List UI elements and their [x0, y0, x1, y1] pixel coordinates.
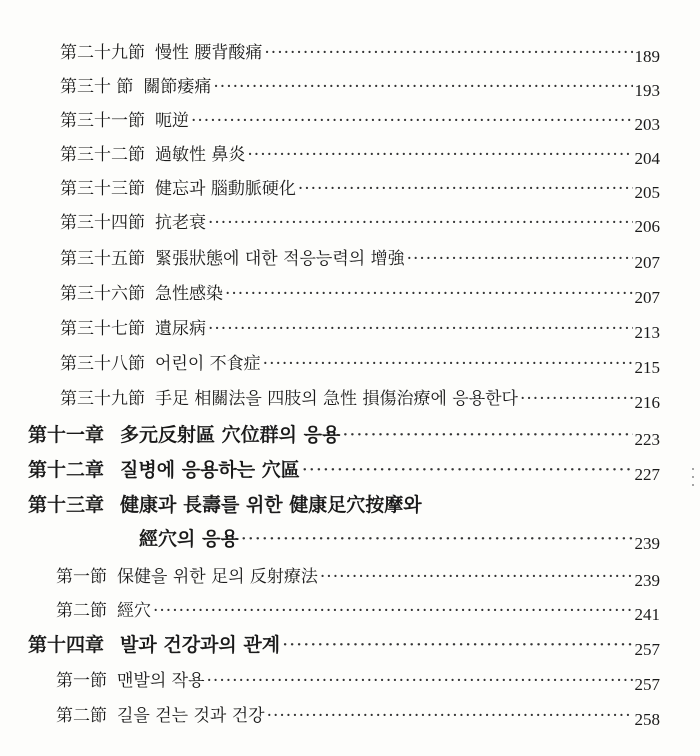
toc-entry: [60, 174, 660, 202]
entry-label: 第一節: [56, 671, 107, 691]
scan-speck: [692, 468, 694, 470]
entry-page-number: 258: [634, 710, 660, 729]
entry-page-number: 205: [634, 183, 660, 202]
entry-label: 第三十七節: [60, 319, 145, 339]
entry-title: 길을 걷는 것과 건강: [117, 706, 265, 726]
toc-entry: [60, 208, 660, 236]
dot-leader: [282, 634, 632, 656]
entry-title: 手足 相關法을 四肢의 急性 損傷治療에 응용한다: [155, 389, 518, 409]
toc-chapter-entry: [28, 455, 660, 482]
chapter-label: 第十四章: [28, 634, 105, 656]
toc-entry: [60, 279, 660, 307]
chapter-page-number: 239: [634, 534, 660, 553]
entry-title: 呃逆: [155, 111, 189, 131]
toc-entry: [60, 106, 660, 134]
chapter-label: 第十二章: [28, 459, 105, 481]
entry-label: 第三十六節: [60, 284, 145, 304]
chapter-label: 第十一章: [28, 424, 105, 446]
entry-label: 第三十 節: [60, 77, 134, 97]
toc-entry: [60, 384, 660, 412]
dot-leader: [213, 77, 632, 97]
entry-title: 緊張狀態에 대한 적응능력의 增強: [155, 249, 405, 269]
dot-leader: [302, 459, 633, 481]
toc-entry: [56, 701, 660, 729]
entry-label: 第三十八節: [60, 354, 145, 374]
entry-title: 急性感染: [155, 284, 223, 304]
entry-label: 第三十二節: [60, 145, 145, 165]
dot-leader: [342, 424, 632, 446]
toc-entry: [60, 244, 660, 272]
toc-entry: [56, 562, 660, 590]
entry-title: 慢性 腰背酸痛: [155, 43, 263, 63]
entry-label: 第二節: [56, 601, 107, 621]
chapter-title-line-2: 經穴의 응용: [139, 528, 239, 550]
dot-leader: [247, 145, 632, 165]
entry-page-number: 193: [634, 81, 660, 100]
entry-page-number: 207: [634, 253, 660, 272]
dot-leader: [207, 671, 633, 691]
dot-leader: [153, 601, 633, 621]
toc-entry: [56, 666, 660, 694]
entry-label: 第一節: [56, 567, 107, 587]
entry-title: 關節痿痛: [143, 77, 212, 97]
entry-title: 遺尿病: [155, 319, 206, 339]
chapter-title: 발과 건강과의 관계: [120, 634, 281, 656]
toc-chapter-entry: [28, 420, 660, 447]
entry-title: 經穴: [117, 601, 151, 621]
entry-page-number: 216: [634, 393, 660, 412]
chapter-page-number: 227: [634, 465, 660, 484]
chapter-title: 多元反射區 穴位群의 응용: [120, 424, 341, 446]
dot-leader: [520, 389, 633, 409]
dot-leader: [263, 354, 633, 374]
toc-entry: [56, 596, 660, 624]
entry-page-number: 239: [634, 571, 660, 590]
entry-page-number: 213: [634, 323, 660, 342]
entry-page-number: 257: [634, 675, 660, 694]
dot-leader: [208, 213, 633, 233]
entry-label: 第二十九節: [60, 43, 145, 63]
entry-title: 保健을 위한 足의 反射療法: [117, 567, 318, 587]
entry-title: 어린이 不食症: [155, 354, 261, 374]
entry-page-number: 207: [634, 288, 660, 307]
toc-chapter-entry: [28, 630, 660, 657]
chapter-title: 질병에 응용하는 穴區: [120, 459, 300, 481]
dot-leader: [225, 284, 633, 304]
entry-page-number: 241: [634, 605, 660, 624]
entry-page-number: 189: [634, 47, 660, 66]
dot-leader: [208, 319, 633, 339]
scan-speck: [692, 484, 694, 486]
entry-page-number: 215: [634, 358, 660, 377]
entry-title: 過敏性 鼻炎: [155, 145, 246, 165]
chapter-title-continuation: [139, 524, 660, 551]
entry-page-number: 204: [634, 149, 660, 168]
dot-leader: [264, 43, 632, 63]
entry-label: 第三十九節: [60, 389, 145, 409]
chapter-page-number: 257: [634, 640, 660, 659]
scan-speck: [692, 476, 694, 478]
dot-leader: [241, 528, 633, 550]
entry-label: 第三十五節: [60, 249, 145, 269]
dot-leader: [298, 179, 633, 199]
chapter-label: 第十三章: [28, 494, 105, 516]
dot-leader: [320, 567, 633, 587]
dot-leader: [407, 249, 633, 269]
toc-entry: [60, 314, 660, 342]
toc-entry: [60, 349, 660, 377]
entry-page-number: 203: [634, 115, 660, 134]
entry-title: 맨발의 작용: [117, 671, 205, 691]
toc-entry: [60, 140, 660, 168]
entry-title: 抗老衰: [155, 213, 206, 233]
toc-chapter-entry: [28, 490, 660, 517]
dot-leader: [191, 111, 633, 131]
dot-leader: [267, 706, 633, 726]
chapter-page-number: 223: [634, 430, 660, 449]
entry-label: 第二節: [56, 706, 107, 726]
chapter-title: 健康과 長壽를 위한 健康足穴按摩와: [120, 494, 422, 516]
entry-label: 第三十一節: [60, 111, 145, 131]
toc-entry: [60, 38, 660, 66]
entry-page-number: 206: [634, 217, 660, 236]
entry-label: 第三十三節: [60, 179, 145, 199]
entry-title: 健忘과 腦動脈硬化: [155, 179, 296, 199]
entry-label: 第三十四節: [60, 213, 145, 233]
toc-entry: [60, 72, 660, 100]
